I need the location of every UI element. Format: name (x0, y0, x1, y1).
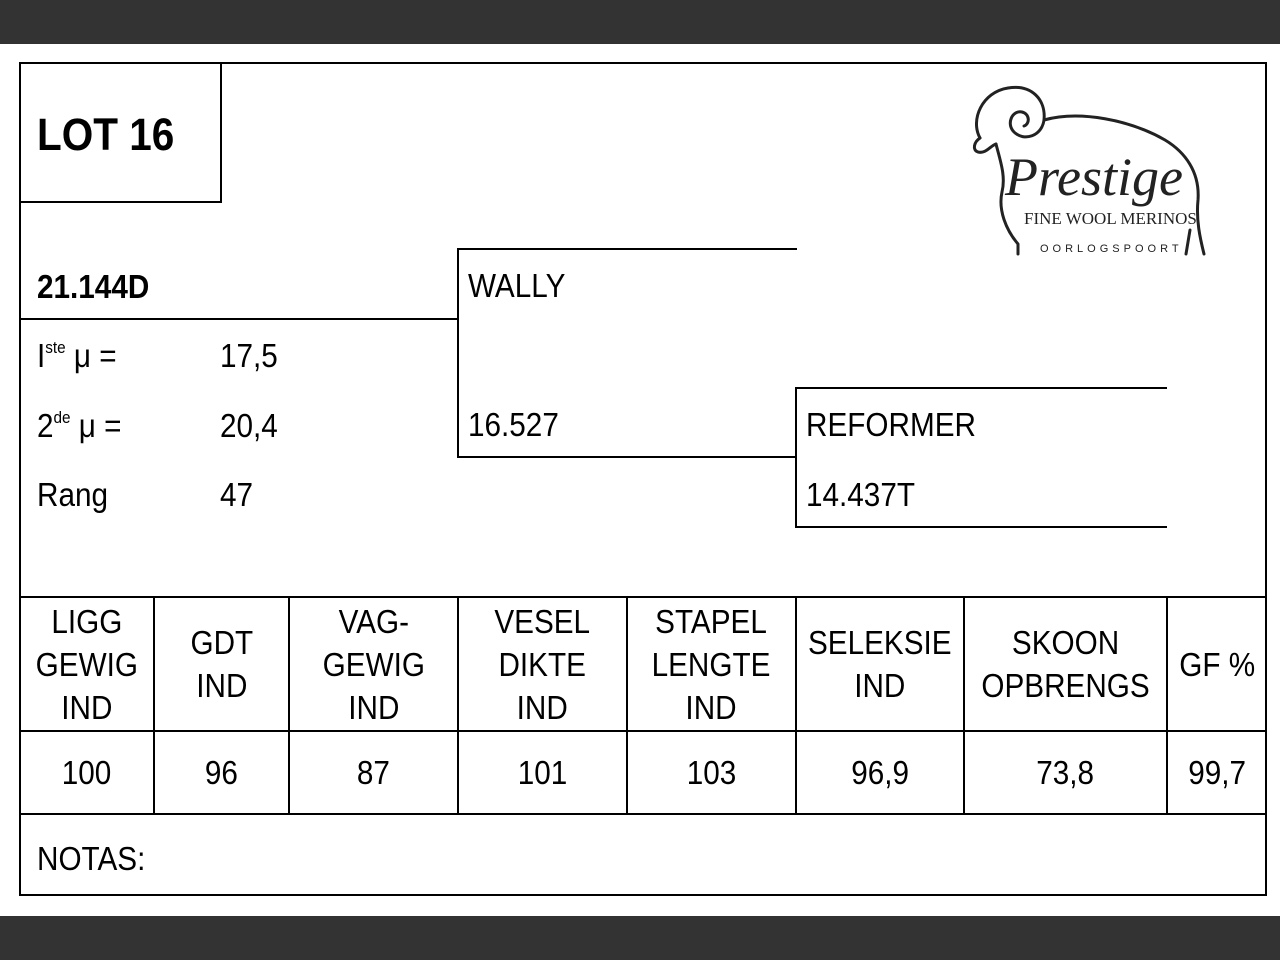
table-bottom-border (21, 813, 1267, 815)
stat-value-3: 47 (220, 476, 254, 513)
top-dark-bar (0, 0, 1280, 44)
sire-bracket-bottom (457, 456, 797, 458)
table-value-cell: 99,7 (1188, 754, 1247, 791)
table-value-cell: 101 (517, 754, 568, 791)
table-value-cell: 103 (686, 754, 737, 791)
sire-name: WALLY (468, 267, 566, 304)
grandsire-bracket-top (795, 387, 1167, 389)
table-value-cell: 96,9 (851, 754, 909, 791)
stat-value-2: 20,4 (220, 407, 278, 444)
table-header-cell: VAG- GEWIG IND (322, 602, 425, 726)
logo-script-text: Prestige (1005, 147, 1183, 207)
stat-label-2: 2de μ = (37, 407, 122, 444)
table-value-cell: 73,8 (1036, 754, 1095, 791)
sheep-id: 21.144D (37, 268, 150, 305)
logo-place-text: OORLOGSPOORT (1040, 243, 1183, 255)
stat-value-1: 17,5 (220, 337, 278, 374)
table-value-cell: 96 (204, 754, 239, 791)
table-header-cell: VESEL DIKTE IND (494, 602, 591, 726)
sire-bracket-top (457, 248, 797, 250)
stat-label-3: Rang (37, 476, 109, 513)
grandsire-name: REFORMER (806, 406, 976, 443)
table-value-cell: 100 (62, 754, 112, 791)
prestige-ram-logo (960, 80, 1235, 262)
lot-box-bottom-border (21, 201, 222, 203)
logo-subtitle-text: FINE WOOL MERINOS (1024, 209, 1197, 228)
table-header-cell: SKOON OPBRENGS (981, 624, 1150, 704)
table-value-cell: 87 (356, 754, 391, 791)
grandsire-id: 14.437T (806, 476, 915, 513)
table-header-cell: GF % (1179, 645, 1256, 683)
table-header-cell: STAPEL LENGTE IND (652, 602, 771, 726)
table-header-cell: SELEKSIE IND (808, 624, 952, 704)
grandsire-bracket-left (795, 387, 797, 528)
notes-label: NOTAS: (37, 840, 146, 877)
sheep-id-underline (21, 318, 459, 320)
stat-label-1: Iste μ = (37, 337, 117, 374)
lot-box-right-border (220, 64, 222, 203)
lot-title: LOT 16 (37, 109, 175, 160)
table-header-cell: GDT IND (190, 624, 253, 704)
table-header-cell: LIGG GEWIG IND (35, 602, 139, 726)
sire-id: 16.527 (468, 406, 559, 443)
lot-card (19, 62, 1267, 896)
sire-bracket-left (457, 248, 459, 458)
grandsire-bracket-bottom (795, 526, 1167, 528)
bottom-dark-bar (0, 916, 1280, 960)
